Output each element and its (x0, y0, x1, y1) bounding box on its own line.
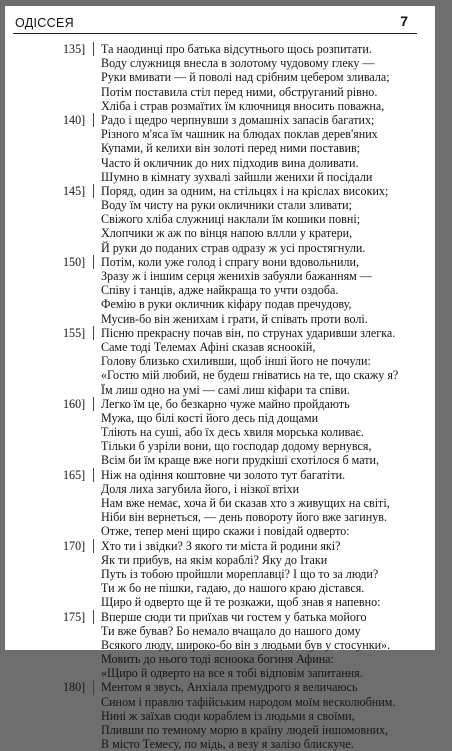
verse-line (5, 141, 435, 155)
page-number: 7 (400, 13, 408, 29)
line-number: 170] (63, 538, 86, 553)
verse-line-text: Як ти прибув, на якім кораблі? Яку до Ітаки (101, 552, 328, 567)
verse-line (5, 695, 435, 709)
verse-line (5, 198, 435, 212)
verse-line (5, 297, 435, 311)
verse-line (5, 539, 435, 553)
verse-line (5, 383, 435, 397)
verse-line-text: Потім, коли уже голод і спрагу вони вдовольнили, (101, 254, 360, 269)
verse-line-text: Мужа, що білі кості його десь під дощами (101, 410, 319, 425)
running-head: ОДІССЕЯ (15, 16, 74, 30)
verse-line (5, 652, 435, 666)
verse-line (5, 354, 435, 368)
verse-line-text: Всякого люду, широко-бо він з людьми був у стосунки». (101, 637, 391, 652)
verse-line (5, 99, 435, 113)
line-number: 180] (63, 680, 86, 695)
verse-line (5, 411, 435, 425)
verse-line-text: Співу і танців, адже найкраща то учти оздоба. (101, 283, 339, 298)
line-number-separator (93, 113, 94, 127)
verse-line-text: В місто Темесу, по мідь, а везу я залізо блискуче. (101, 737, 354, 751)
verse-line (5, 340, 435, 354)
verse-line-text: Воду їм чисту на руки окличники стали зливати; (101, 198, 352, 213)
verse-line (5, 624, 435, 638)
verse-line-text: Ментом я звусь, Анхіала премудрого я величаюсь (101, 680, 358, 695)
verse-line-text: Радо і щедро черпнувши з домашніх запасів багатих; (101, 112, 375, 127)
header-rule (13, 33, 417, 34)
verse-line (5, 737, 435, 751)
verse-line (5, 184, 435, 198)
verse-line (5, 680, 435, 694)
verse-line-text: Пісню прекрасну почав він, по струнах ударивши злегка. (101, 325, 396, 340)
verse-line (5, 666, 435, 680)
verse-line (5, 439, 435, 453)
verse-line-text: «Гостю мій любий, не будеш гніватись на те, що скажу я? (101, 368, 399, 383)
verse-line-text: Фемію в руки окличник кіфару подав пречудову, (101, 297, 352, 312)
line-number: 165] (63, 467, 86, 482)
verse-line-text: Часто й окличник до них підходив вина доливати. (101, 155, 359, 170)
verse-line-text: Легко їм це, бо безкарно чуже майно пройдають (101, 396, 350, 411)
verse-line (5, 312, 435, 326)
verse-line (5, 482, 435, 496)
line-number: 150] (63, 254, 86, 269)
verse-line-text: Саме тоді Телемах Афіні сказав ясноокій, (101, 339, 316, 354)
verse-line (5, 269, 435, 283)
verse-line (5, 226, 435, 240)
verse-line (5, 581, 435, 595)
line-number: 175] (63, 609, 86, 624)
verse-line-text: Отже, тепер мені щиро скажи і повідай одверто: (101, 524, 350, 539)
verse-line (5, 156, 435, 170)
verse-line-text: Різного м'яса їм чашник на блюдах поклав дерев'яних (101, 127, 378, 142)
line-number: 135] (63, 42, 86, 56)
verse-line (5, 610, 435, 624)
verse-line-text: Мовить до нього тоді ясноока богиня Афина: (101, 652, 334, 667)
line-number-separator (93, 326, 94, 340)
verse-line (5, 553, 435, 567)
verse-line-text: Сином і правлю тафійським народом моїм весколюбним. (101, 694, 396, 709)
verse-line (5, 496, 435, 510)
verse-line-text: Руки вмивати — й поволі над срібним цебером зливала; (101, 70, 390, 85)
verse-line-text: Нам вже немає, хоча й би сказав хто з живущих на світі, (101, 496, 390, 510)
verse-line (5, 127, 435, 141)
document-page (5, 6, 435, 751)
verse-line-text: Нині ж заїхав сюди кораблем із людьми я своїми, (101, 708, 355, 723)
verse-line-text: Ти ж бо не пішки, гадаю, до нашого краю дістався. (101, 581, 365, 596)
verse-line-text: Зразу ж і іншим серця женихів забуяли бажанням — (101, 269, 372, 283)
verse-line (5, 567, 435, 581)
verse-line-text: Ніж на одіння коштовне чи золото тут багатіти. (101, 467, 346, 482)
line-number: 160] (63, 396, 86, 411)
verse-line-text: Свіжого хліба служниці наклали їм кошики повні; (101, 212, 361, 227)
verse-line-text: Вперше сюди ти приїхав чи гостем у батька мойого (101, 609, 367, 624)
verse-line (5, 70, 435, 84)
line-number-separator (93, 397, 94, 411)
verse-line-text: Тільки б узріли вони, що господар додому вернувся, (101, 439, 372, 454)
verse-line-text: Потім поставила стіл перед ними, обструганий рівно. (101, 84, 378, 99)
verse-line (5, 510, 435, 524)
verse-line-text: Всім би їм краще вже ноги прудкіші схотілося б мати, (101, 453, 380, 468)
verse-line-text: Шумно в кімнату зухвалі зайшли женихи й посідали (101, 169, 373, 184)
verse-line (5, 709, 435, 723)
verse-line (5, 255, 435, 269)
verse-line-text: Щиро й одверто ще й те розкажи, щоб знав я напевно: (101, 595, 381, 610)
line-number-separator (93, 539, 94, 553)
verse-line-text: Пливши по темному морю в країну людей іншомовних, (101, 723, 389, 737)
verse-line-text: Купами, й келихи він золоті перед ними поставив; (101, 141, 361, 156)
verse-line (5, 368, 435, 382)
verse-line-text: Хто ти і звідки? З якого ти міста й родини які? (101, 538, 341, 553)
line-number: 140] (63, 112, 86, 127)
verse-line (5, 453, 435, 467)
verse-line (5, 113, 435, 127)
verse-line (5, 595, 435, 609)
verse-line-text: Воду служниця внесла в золотому чудовому глеку — (101, 56, 375, 71)
verse-line-text: Голову близько схиливши, щоб інші його не почули: (101, 354, 371, 369)
verse-line (5, 638, 435, 652)
verse-line-text: Доля лиха загубила його, і нізкої втіхи (101, 481, 300, 496)
line-number: 155] (63, 325, 86, 340)
verse-line-text: Мусив-бо він женихам і грати, й співать проти волі. (101, 311, 368, 326)
verse-line-text: Путь із тобою пройшли мореплавці? І що то за люди? (101, 566, 379, 581)
verse-line-text: Хліба і страв розмаїтих їм ключниця вносить поважна, (101, 98, 385, 113)
verse-line (5, 56, 435, 70)
line-number-separator (93, 680, 94, 694)
page-header (5, 6, 435, 36)
verse-line-text: Та наодинці про батька відсутнього щось розпитати. (101, 42, 372, 56)
verse-line-text: Поряд, один за одним, на стільцях і на кріслах високих; (101, 183, 389, 198)
line-number-separator (93, 610, 94, 624)
verse-line-text: «Щиро й одверто на все я тобі відповім запитання. (101, 666, 363, 681)
verse-text (5, 42, 435, 751)
line-number-separator (93, 255, 94, 269)
verse-line (5, 524, 435, 538)
verse-line (5, 468, 435, 482)
verse-line-text: Їм лиш одно на умі — самі лиш кіфари та співи. (101, 382, 350, 397)
line-number: 145] (63, 183, 86, 198)
verse-line (5, 170, 435, 184)
verse-line-text: Ти вже бував? Бо немало вчащало до нашого дому (101, 623, 361, 638)
verse-line (5, 425, 435, 439)
verse-line (5, 85, 435, 99)
line-number-separator (93, 42, 94, 56)
verse-line-text: Тліють на суші, або їх десь хвиля морська коливає. (101, 425, 364, 440)
verse-line (5, 283, 435, 297)
verse-line-text: Хлопчики ж аж по вінця напою вллли у кратери, (101, 226, 353, 241)
verse-line (5, 241, 435, 255)
verse-line (5, 42, 435, 56)
line-number-separator (93, 468, 94, 482)
verse-line-text: Й руки до поданих страв одразу ж усі простягнули. (101, 240, 366, 255)
verse-line (5, 326, 435, 340)
line-number-separator (93, 184, 94, 198)
verse-line (5, 212, 435, 226)
verse-line (5, 397, 435, 411)
verse-line-text: Ніби він вернеться, — день повороту його вже загинув. (101, 510, 387, 525)
verse-line (5, 723, 435, 737)
